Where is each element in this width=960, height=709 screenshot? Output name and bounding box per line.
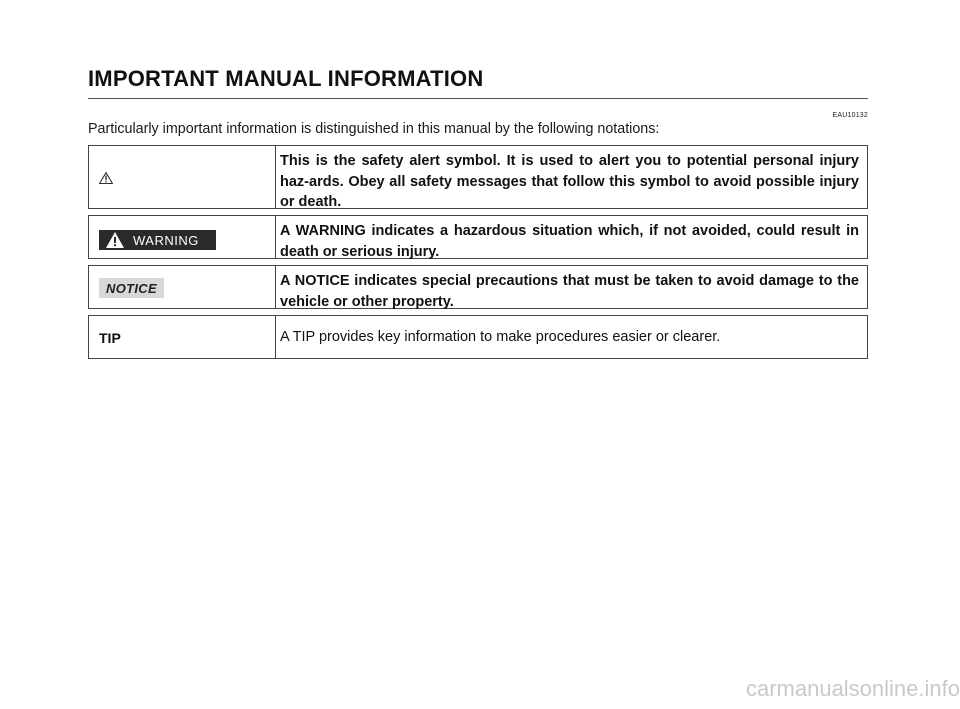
notation-label-cell [89,266,276,308]
safety-alert-triangle-icon [99,172,113,184]
notation-description: This is the safety alert symbol. It is used to alert you to potential personal injury haz-ards. Obey all safety messages that follow this symbol to avoid possible injury or death. [280,153,859,210]
notation-row-notice [88,265,868,309]
notation-row-safety-alert [88,145,868,209]
title-divider [88,98,868,99]
warning-triangle-icon [105,231,125,249]
notation-label-cell [89,316,276,358]
page-title: IMPORTANT MANUAL INFORMATION [88,66,484,91]
intro-text: Particularly important information is distinguished in this manual by the following notations: [88,121,660,137]
notation-label-cell [89,216,276,258]
tip-label: TIP [99,330,121,346]
notation-description: A NOTICE indicates special precautions that must be taken to avoid damage to the vehicle or other property. [280,273,859,310]
watermark: carmanualsonline.info [745,676,960,701]
notation-description: A WARNING indicates a hazardous situation which, if not avoided, could result in death or serious injury. [280,223,859,260]
notation-row-warning [88,215,868,259]
notation-description: A TIP provides key information to make procedures easier or clearer. [280,329,721,345]
notations-table [88,145,868,365]
warning-badge-label: WARNING [133,232,199,248]
document-code: EAU10132 [832,112,868,119]
warning-badge [99,230,216,250]
notation-label-cell [89,146,276,208]
notice-badge: NOTICE [99,278,164,298]
notation-row-tip [88,315,868,359]
